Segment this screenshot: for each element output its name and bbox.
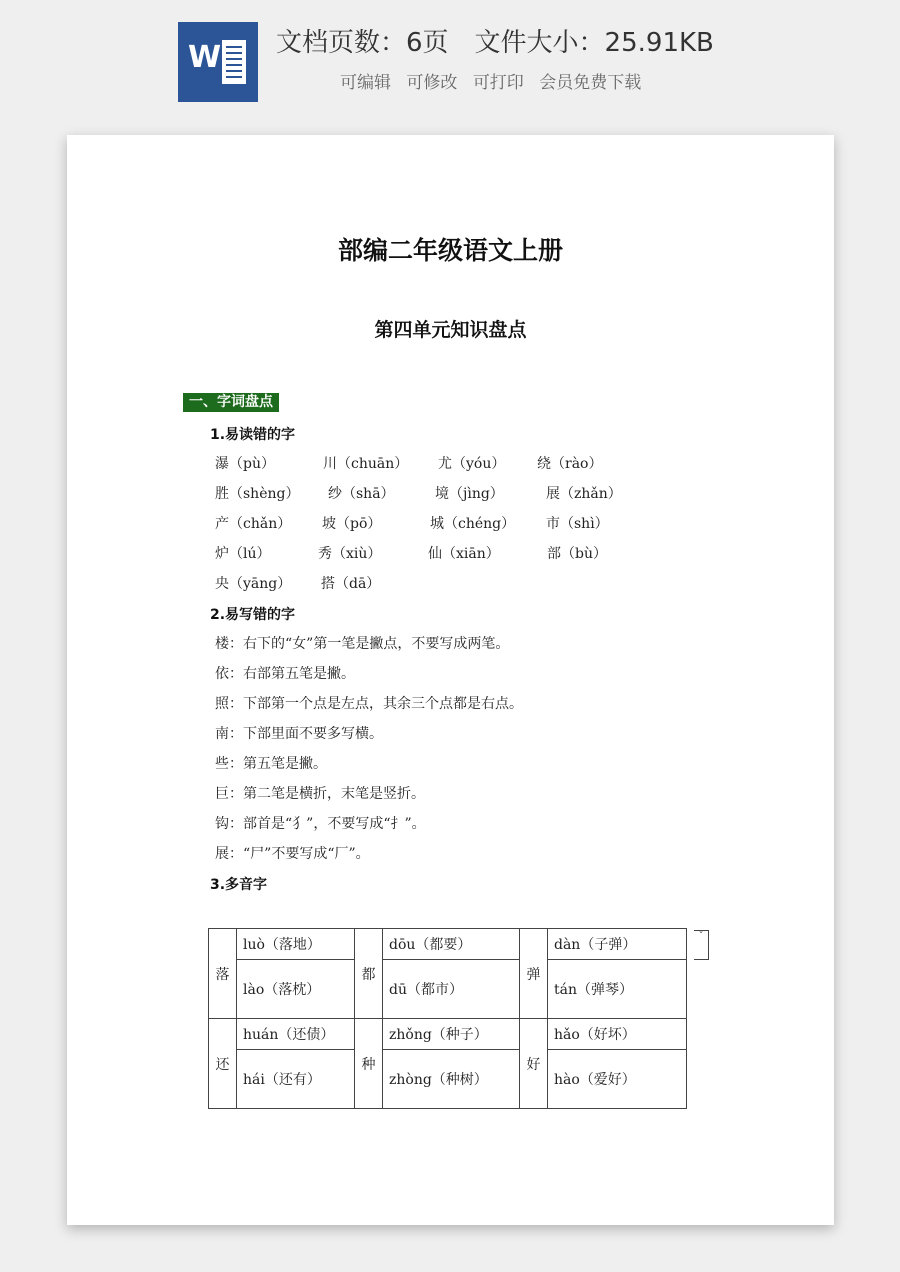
document-lines-icon [222, 40, 246, 84]
subheading-polyphones: 3.多音字 [210, 877, 268, 893]
writing-note: 依：右部第五笔是撇。 [215, 666, 355, 682]
reading-cell: dū（都市） [383, 960, 520, 1019]
pinyin-item: 绕（rào） [537, 456, 603, 472]
pinyin-item: 纱（shā） [328, 486, 395, 502]
reading-cell: hào（爱好） [548, 1050, 687, 1109]
feature-editable: 可编辑 [340, 73, 391, 93]
section-heading: 一、字词盘点 [183, 393, 279, 412]
pinyin-item: 秀（xiù） [318, 546, 382, 562]
feature-member-download: 会员免费下载 [539, 73, 642, 93]
feature-list [340, 68, 651, 93]
polyphone-table [208, 928, 687, 1109]
document-page [67, 135, 834, 1225]
pinyin-item: 展（zhǎn） [546, 486, 622, 502]
char-cell: 落 [209, 929, 237, 1019]
pinyin-item: 川（chuān） [323, 456, 409, 472]
pinyin-item: 市（shì） [546, 516, 609, 532]
writing-note: 楼：右下的“女”第一笔是撇点，不要写成两笔。 [215, 636, 510, 652]
char-cell: 种 [355, 1019, 383, 1109]
pinyin-item: 尤（yóu） [438, 456, 506, 472]
reading-cell: lào（落枕） [237, 960, 355, 1019]
char-cell: 都 [355, 929, 383, 1019]
char-cell: 好 [520, 1019, 548, 1109]
subheading-misread: 1.易读错的字 [210, 427, 296, 443]
pinyin-item: 央（yāng） [215, 576, 292, 592]
word-document-icon [178, 22, 258, 102]
page-title: 部编二年级语文上册 [337, 236, 563, 265]
table-row [209, 1019, 687, 1050]
table-corner-mark: ˇ [694, 930, 709, 960]
reading-cell: zhǒng（种子） [383, 1019, 520, 1050]
header-banner [0, 0, 900, 120]
reading-cell: tán（弹琴） [548, 960, 687, 1019]
reading-cell: dàn（子弹） [548, 929, 687, 960]
writing-note: 钩：部首是“犭”，不要写成“扌”。 [215, 816, 426, 832]
table-row [209, 929, 687, 960]
writing-note: 南：下部里面不要多写横。 [215, 726, 383, 742]
writing-note: 照：下部第一个点是左点，其余三个点都是右点。 [215, 696, 523, 712]
page-count: 文档页数：6页 [276, 28, 449, 58]
pinyin-item: 产（chǎn） [215, 516, 292, 532]
reading-cell: dōu（都要） [383, 929, 520, 960]
writing-note: 些：第五笔是撇。 [215, 756, 327, 772]
feature-modifiable: 可修改 [406, 73, 458, 93]
reading-cell: huán（还债） [237, 1019, 355, 1050]
reading-cell: zhòng（种树） [383, 1050, 520, 1109]
word-logo-letter: W [188, 40, 222, 75]
char-cell: 还 [209, 1019, 237, 1109]
pinyin-item: 搭（dā） [321, 576, 381, 592]
subheading-miswritten: 2.易写错的字 [210, 607, 296, 623]
pinyin-item: 城（chéng） [430, 516, 516, 532]
reading-cell: hǎo（好坏） [548, 1019, 687, 1050]
pinyin-item: 瀑（pù） [215, 456, 275, 472]
file-size: 文件大小：25.91KB [474, 28, 714, 58]
pinyin-item: 胜（shèng） [215, 486, 300, 502]
writing-note: 展：“尸”不要写成“厂”。 [215, 846, 370, 862]
pinyin-item: 部（bù） [547, 546, 607, 562]
page-subtitle: 第四单元知识盘点 [374, 319, 527, 341]
feature-printable: 可打印 [472, 73, 524, 93]
pinyin-item: 坡（pō） [322, 516, 382, 532]
pinyin-item: 炉（lú） [215, 546, 271, 562]
table-row [209, 960, 687, 1019]
reading-cell: luò（落地） [237, 929, 355, 960]
reading-cell: hái（还有） [237, 1050, 355, 1109]
pinyin-item: 仙（xiān） [428, 546, 500, 562]
writing-note: 巨：第二笔是横折，末笔是竖折。 [215, 786, 425, 802]
pinyin-item: 境（jìng） [435, 486, 504, 502]
char-cell: 弹 [520, 929, 548, 1019]
table-row [209, 1050, 687, 1109]
file-info [276, 22, 740, 59]
